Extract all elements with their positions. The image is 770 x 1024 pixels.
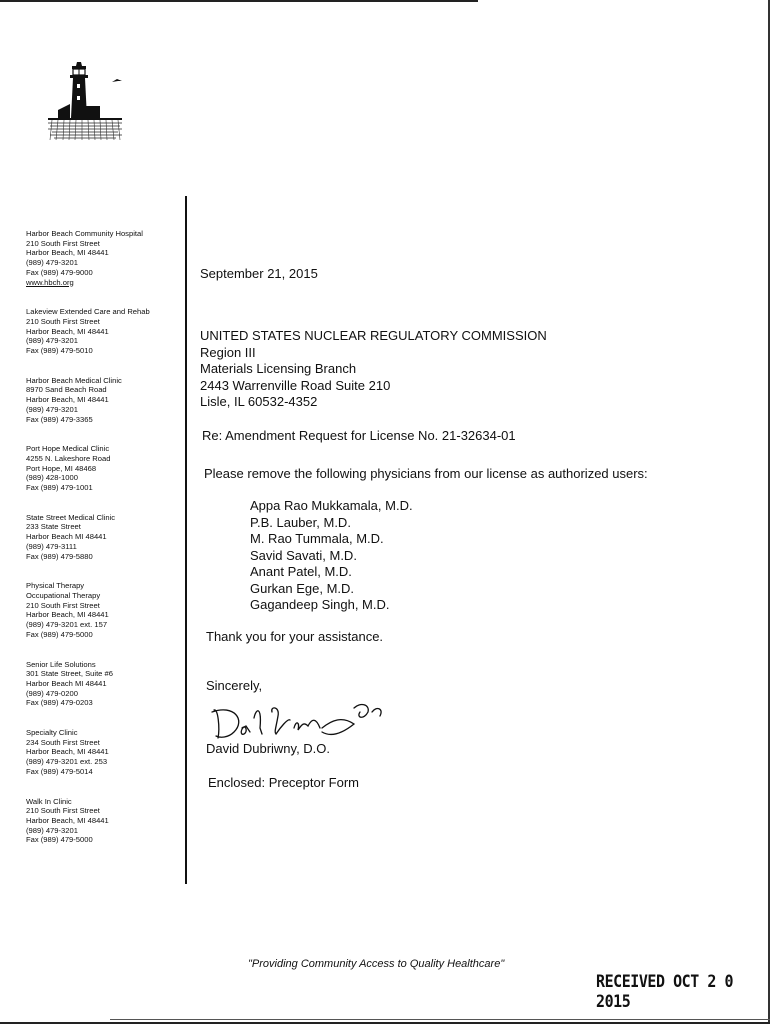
bottom-edge-line-inner bbox=[110, 1019, 770, 1020]
location-line: Walk In Clinic bbox=[26, 796, 72, 806]
location-line: 8970 Sand Beach Road bbox=[26, 385, 107, 395]
location-line: Fax (989) 479-0203 bbox=[26, 698, 93, 708]
top-edge-line bbox=[0, 0, 478, 2]
location-block bbox=[26, 797, 181, 846]
location-block bbox=[26, 229, 181, 287]
closing-line: Sincerely, bbox=[206, 678, 263, 693]
location-line: 210 South First Street bbox=[26, 316, 100, 326]
location-line: Fax (989) 479-1001 bbox=[26, 483, 93, 493]
request-text: Please remove the following physicians from our license as authorized users: bbox=[204, 466, 648, 481]
recipient-address bbox=[200, 328, 547, 411]
received-stamp: RECEIVED OCT 2 0 2015 bbox=[596, 972, 734, 1012]
location-line: (989) 479-3201 bbox=[26, 825, 78, 835]
location-line: Fax (989) 479-5010 bbox=[26, 346, 93, 356]
locations-sidebar bbox=[26, 229, 181, 845]
location-line: Fax (989) 479-5014 bbox=[26, 766, 93, 776]
location-line: Harbor Beach, MI 48441 bbox=[26, 326, 109, 336]
location-line: Harbor Beach Medical Clinic bbox=[26, 375, 122, 385]
location-line: (989) 479-3201 ext. 157 bbox=[26, 620, 108, 630]
location-line: Physical Therapy bbox=[26, 581, 85, 591]
location-line: (989) 479-3201 ext. 253 bbox=[26, 757, 108, 767]
location-block bbox=[26, 581, 181, 639]
location-line: (989) 479-3201 bbox=[26, 404, 78, 414]
lighthouse-logo-icon bbox=[44, 60, 134, 145]
location-line: Harbor Beach, MI 48441 bbox=[26, 747, 109, 757]
location-line: 210 South First Street bbox=[26, 238, 100, 248]
location-line: (989) 479-3201 bbox=[26, 258, 78, 268]
physician-name: P.B. Lauber, M.D. bbox=[250, 514, 351, 530]
location-line: State Street Medical Clinic bbox=[26, 512, 116, 522]
enclosure-note: Enclosed: Preceptor Form bbox=[208, 775, 360, 790]
location-block bbox=[26, 376, 181, 425]
recipient-line: Region III bbox=[200, 344, 256, 360]
location-line: 301 State Street, Suite #6 bbox=[26, 669, 113, 679]
location-line: Harbor Beach MI 48441 bbox=[26, 532, 107, 542]
location-line: Occupational Therapy bbox=[26, 590, 101, 600]
recipient-line: Lisle, IL 60532-4352 bbox=[200, 394, 318, 409]
location-line: Harbor Beach, MI 48441 bbox=[26, 248, 109, 258]
location-line: (989) 428-1000 bbox=[26, 473, 78, 483]
location-line: Harbor Beach, MI 48441 bbox=[26, 815, 109, 825]
location-line: Fax (989) 479-3365 bbox=[26, 414, 93, 424]
location-block bbox=[26, 444, 181, 493]
website-link[interactable]: www.hbch.org bbox=[26, 277, 74, 287]
location-line: 210 South First Street bbox=[26, 600, 100, 610]
physician-name: Gagandeep Singh, M.D. bbox=[250, 597, 390, 612]
recipient-line: 2443 Warrenville Road Suite 210 bbox=[200, 377, 391, 393]
physician-name: Gurkan Ege, M.D. bbox=[250, 580, 355, 596]
location-block bbox=[26, 307, 181, 356]
location-line: Port Hope Medical Clinic bbox=[26, 444, 110, 454]
thanks-line: Thank you for your assistance. bbox=[206, 629, 384, 644]
location-line: Senior Life Solutions bbox=[26, 659, 96, 669]
location-line: (989) 479-0200 bbox=[26, 688, 78, 698]
location-line: 4255 N. Lakeshore Road bbox=[26, 453, 111, 463]
subject-line: Re: Amendment Request for License No. 21-32634-01 bbox=[202, 428, 516, 443]
location-block bbox=[26, 728, 181, 777]
location-line: Specialty Clinic bbox=[26, 728, 78, 738]
physician-name: Anant Patel, M.D. bbox=[250, 564, 352, 579]
location-line: (989) 479-3201 bbox=[26, 336, 78, 346]
recipient-line: Materials Licensing Branch bbox=[200, 361, 357, 376]
location-line: Harbor Beach, MI 48441 bbox=[26, 610, 109, 620]
location-line: Port Hope, MI 48468 bbox=[26, 463, 97, 473]
location-line: 234 South First Street bbox=[26, 737, 100, 747]
letter-date: September 21, 2015 bbox=[200, 266, 318, 281]
physician-name: Savid Savati, M.D. bbox=[250, 547, 357, 563]
physician-name: Appa Rao Mukkamala, M.D. bbox=[250, 498, 413, 513]
location-line: Fax (989) 479-5000 bbox=[26, 629, 93, 639]
location-line: Lakeview Extended Care and Rehab bbox=[26, 307, 150, 317]
location-line: Harbor Beach, MI 48441 bbox=[26, 395, 109, 405]
physician-name: M. Rao Tummala, M.D. bbox=[250, 531, 384, 546]
location-line: Fax (989) 479-9000 bbox=[26, 267, 93, 277]
location-line: Harbor Beach Community Hospital bbox=[26, 229, 143, 238]
location-block bbox=[26, 660, 181, 709]
recipient-line: UNITED STATES NUCLEAR REGULATORY COMMISSION bbox=[200, 328, 547, 343]
physician-list bbox=[250, 498, 413, 614]
location-line: Fax (989) 479-5000 bbox=[26, 835, 93, 845]
location-block bbox=[26, 513, 181, 562]
footer-tagline: "Providing Community Access to Quality Healthcare" bbox=[248, 958, 505, 970]
location-line: Harbor Beach MI 48441 bbox=[26, 678, 107, 688]
sidebar-divider bbox=[185, 196, 187, 884]
location-line: (989) 479-3111 bbox=[26, 541, 77, 551]
location-line: 233 State Street bbox=[26, 522, 81, 532]
location-line: 210 South First Street bbox=[26, 806, 100, 816]
signer-name: David Dubriwny, D.O. bbox=[206, 741, 331, 756]
location-line: Fax (989) 479-5880 bbox=[26, 551, 93, 561]
